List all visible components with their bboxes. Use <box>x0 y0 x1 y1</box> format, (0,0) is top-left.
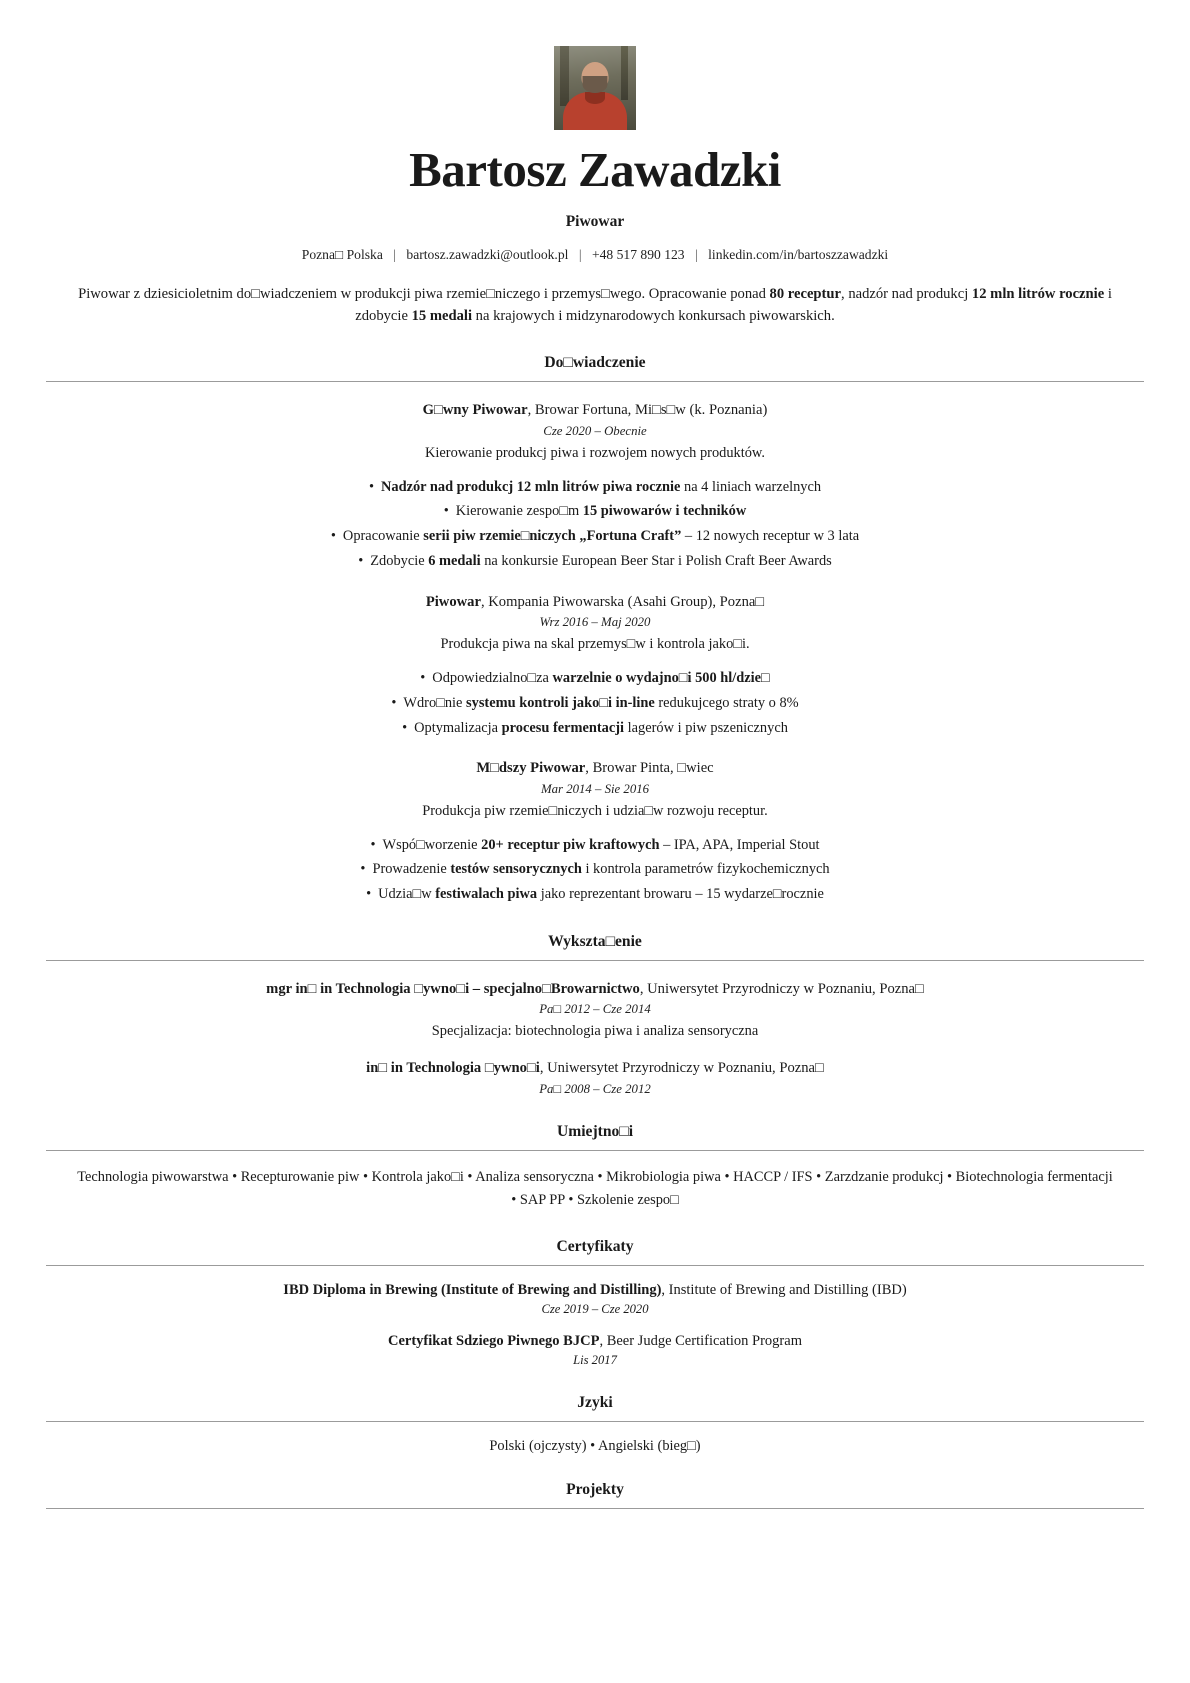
bullet-text: lagerów i piw pszenicznych <box>624 719 788 736</box>
education-dates: Pa□ 2012 – Cze 2014 <box>539 1002 651 1017</box>
experience-entry <box>46 758 1144 907</box>
bullet-text: Optymalizacja <box>414 719 502 736</box>
skills-line-1: Technologia piwowarstwa • Recepturowanie piw • Kontrola jako□i • Analiza sensoryczna • Mikrobiologia piwa • HACCP / IFS • Zarzdzanie produkcj • Biotechnologia <box>77 1168 1044 1185</box>
contact-linkedin[interactable]: linkedin.com/in/bartoszzawadzki <box>708 246 889 262</box>
experience-company: , Kompania Piwowarska (Asahi Group), Pozna□ <box>480 593 765 610</box>
section-title-projects: Projekty <box>566 1480 624 1498</box>
bullet-text: Prowadzenie <box>372 861 451 878</box>
section-title-skills: Umiejtno□i <box>556 1122 634 1140</box>
certificate-name: IBD Diploma in Brewing (Institute of Brewing and Distilling) <box>283 1281 662 1298</box>
certificate-dates: Lis 2017 <box>573 1352 617 1367</box>
bullet-highlight: procesu fermentacji <box>501 719 625 736</box>
education-entry <box>46 1058 1144 1096</box>
bullet-highlight: warzelnie o wydajno□i 500 hl/dzie□ <box>552 670 770 686</box>
section-title-certificates: Certyfikaty <box>556 1237 634 1255</box>
summary-paragraph <box>52 283 1138 328</box>
bullet-highlight: serii piw rzemie□niczych „Fortuna Craft” <box>423 528 682 545</box>
bullet-text: Udzia□w <box>378 886 436 903</box>
contact-separator: | <box>393 246 396 262</box>
experience-bullets <box>46 666 1144 740</box>
experience-dates: Wrz 2016 – Maj 2020 <box>539 615 651 629</box>
bullet-text: Zdobycie <box>370 552 429 569</box>
experience-bullet <box>46 691 1144 716</box>
experience-description: Produkcja piwa na skal przemys□w i kontrola jako□i. <box>440 636 750 652</box>
bullet-highlight: festiwalach piwa <box>435 886 538 903</box>
page-title: Bartosz Zawadzki <box>409 142 781 197</box>
section-divider <box>46 1150 1144 1151</box>
education-entry <box>46 979 1144 1040</box>
experience-bullet <box>46 499 1144 524</box>
experience-bullet <box>46 716 1144 741</box>
bullet-text: – IPA, APA, Imperial Stout <box>659 836 820 853</box>
bullet-text: Wdro□nie <box>403 694 467 711</box>
contact-separator: | <box>578 246 582 262</box>
experience-bullet <box>46 475 1144 500</box>
languages-list: Polski (ojczysty) • Angielski (bieg□) <box>489 1437 701 1454</box>
certificate-issuer: , Beer Judge Certification Program <box>599 1332 802 1349</box>
education-entry-header <box>46 979 1144 999</box>
profile-photo-container <box>46 46 1144 130</box>
summary-text: , nadzór nad produkcj <box>841 285 972 302</box>
bullet-text: Opracowanie <box>342 528 424 545</box>
experience-role: G□wny Piwowar <box>422 402 528 419</box>
contact-email[interactable]: bartosz.zawadzki@outlook.pl <box>406 246 569 262</box>
education-school: , Uniwersytet Przyrodniczy w Poznaniu, Pozna□ <box>639 981 924 998</box>
experience-bullet <box>46 524 1144 549</box>
experience-bullet <box>46 833 1144 858</box>
bullet-highlight: 20+ receptur piw kraftowych <box>481 836 660 853</box>
profile-photo <box>554 46 636 130</box>
experience-list <box>46 400 1144 907</box>
education-list <box>46 979 1144 1097</box>
bullet-text: jako reprezentant browaru – 15 wydarze□rocznie <box>537 886 824 903</box>
summary-text: Piwowar z dziesicioletnim do□wiadczeniem w produkcji piwa rzemie□niczego i przemys□wego. Opracowanie ponad <box>78 285 770 302</box>
experience-role: M□dszy Piwowar <box>476 760 586 777</box>
experience-entry <box>46 592 1144 741</box>
section-title-education: Wykszta□enie <box>548 933 642 951</box>
experience-description: Kierowanie produkcj piwa i rozwojem nowych produktów. <box>425 444 765 461</box>
section-divider <box>46 1265 1144 1266</box>
bullet-highlight: 6 medali <box>428 552 481 569</box>
experience-dates: Mar 2014 – Sie 2016 <box>540 781 650 796</box>
summary-highlight-litrow: 12 mln litrów rocznie <box>971 285 1105 302</box>
skills-line-2: fermentacji • SAP PP • Szkolenie zespo□ <box>511 1168 1113 1208</box>
contact-separator: | <box>695 246 698 262</box>
bullet-highlight: testów sensorycznych <box>450 861 582 878</box>
experience-company: , Browar Fortuna, Mi□s□w (k. Poznania) <box>527 402 768 419</box>
section-title-experience: Do□wiadczenie <box>544 354 646 372</box>
education-degree: in□ in Technologia □ywno□i <box>366 1060 540 1077</box>
education-dates: Pa□ 2008 – Cze 2012 <box>539 1081 651 1096</box>
experience-bullet <box>46 882 1144 907</box>
contact-line <box>46 247 1144 263</box>
experience-bullets <box>46 833 1144 907</box>
certificate-dates: Cze 2019 – Cze 2020 <box>541 1301 649 1316</box>
experience-bullets <box>46 475 1144 574</box>
summary-highlight-receptur: 80 receptur <box>769 285 842 302</box>
certificate-header <box>46 1333 1144 1350</box>
certificate-issuer: , Institute of Brewing and Distilling (IBD) <box>661 1281 907 1298</box>
section-title-languages: Jzyki <box>577 1393 613 1411</box>
experience-bullet <box>46 666 1144 691</box>
certificate-header <box>46 1282 1144 1299</box>
bullet-text: na konkursie European Beer Star i Polish Craft Beer Awards <box>480 552 832 569</box>
section-divider <box>46 1421 1144 1422</box>
experience-dates: Cze 2020 – Obecnie <box>543 423 647 438</box>
summary-text: na krajowych i midzynarodowych konkursach piwowarskich. <box>472 308 835 325</box>
bullet-text: Odpowiedzialno□za <box>432 670 553 686</box>
certificate-entry <box>46 1333 1144 1368</box>
education-degree: mgr in□ in Technologia □ywno□i – specjalno□Browarnictwo <box>266 981 640 998</box>
section-divider <box>46 381 1144 382</box>
education-description: Specjalizacja: biotechnologia piwa i analiza sensoryczna <box>431 1023 759 1040</box>
experience-company: , Browar Pinta, □wiec <box>585 760 714 777</box>
certificate-name: Certyfikat Sdziego Piwnego BJCP <box>388 1332 600 1349</box>
education-school: , Uniwersytet Przyrodniczy w Poznaniu, Pozna□ <box>539 1060 824 1077</box>
bullet-highlight: systemu kontroli jako□i in-line <box>466 694 655 711</box>
experience-entry-header <box>46 592 1144 612</box>
bullet-text: redukujcego straty o 8% <box>654 694 799 711</box>
bullet-text: – 12 nowych receptur w 3 lata <box>681 528 860 545</box>
experience-entry-header <box>46 758 1144 778</box>
bullet-highlight: Nadzór nad produkcj 12 mln litrów piwa rocznie <box>380 478 681 495</box>
bullet-highlight: 15 piwowarów i techników <box>582 503 747 520</box>
certificates-list <box>46 1282 1144 1368</box>
bullet-text: na 4 liniach warzelnych <box>680 478 822 495</box>
section-divider <box>46 960 1144 961</box>
certificate-entry <box>46 1282 1144 1317</box>
bullet-text: Kierowanie zespo□m <box>455 503 583 520</box>
job-title: Piwowar <box>565 212 625 230</box>
summary-highlight-medali: 15 medali <box>411 308 472 325</box>
experience-bullet <box>46 549 1144 574</box>
experience-role: Piwowar <box>425 593 481 610</box>
education-entry-header <box>46 1058 1144 1078</box>
contact-phone[interactable]: +48 517 890 123 <box>591 246 685 262</box>
experience-description: Produkcja piw rzemie□niczych i udzia□w rozwoju receptur. <box>422 802 768 819</box>
summary-text: i zdobycie <box>355 285 1112 325</box>
experience-entry <box>46 400 1144 573</box>
skills-list <box>76 1166 1114 1212</box>
bullet-text: Wspó□worzenie <box>382 836 482 853</box>
bullet-text: i kontrola parametrów fizykochemicznych <box>581 861 830 878</box>
experience-bullet <box>46 857 1144 882</box>
contact-location: Pozna□ Polska <box>301 246 383 262</box>
experience-entry-header <box>46 400 1144 420</box>
